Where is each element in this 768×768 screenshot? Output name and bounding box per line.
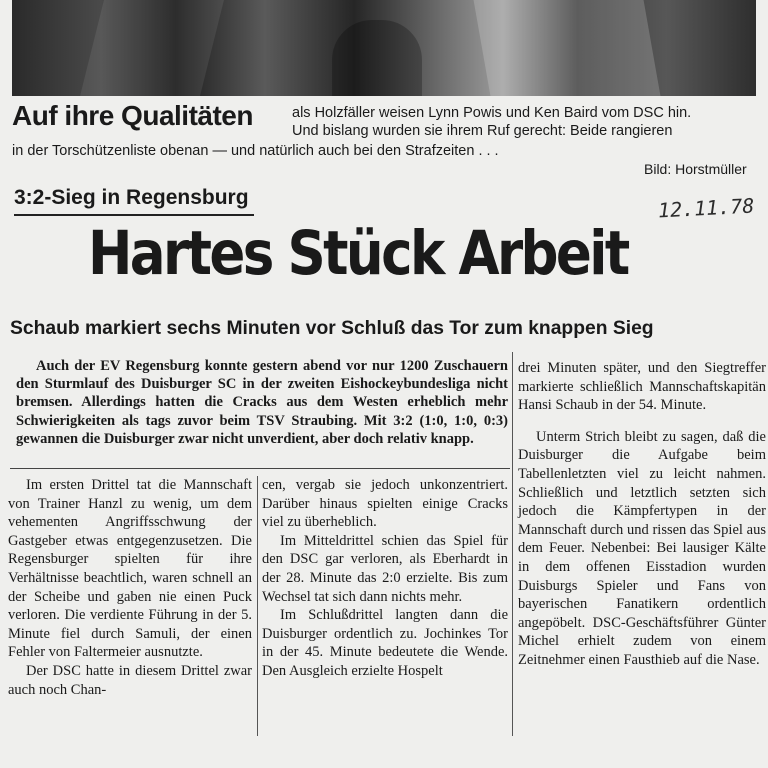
caption-line-3: in der Torschützenliste obenan — und natürlich auch bei den Strafzeiten . . . — [12, 143, 499, 159]
caption-headline: Auf ihre Qualitäten — [12, 100, 253, 131]
article-photo — [12, 0, 756, 96]
lead-divider — [10, 468, 510, 469]
handwritten-date: 12.11.78 — [657, 193, 755, 223]
col2-paragraph: Im Schlußdrittel langten dann die Duisburger ordentlich zu. Jochinkes Tor in der 45. Minute bedeutete die Wende. Den Ausgleich erzielte Hospelt — [262, 607, 508, 679]
caption-line-2: Und bislang wurden sie ihrem Ruf gerecht: Beide rangieren — [292, 123, 673, 139]
col1-paragraph: Im ersten Drittel tat die Mannschaft von Trainer Hanzl zu wenig, um dem vehementen Angriffsschwung der Gastgeber etwas entgegenzusetzen. Die Regensburger spielten für ihre Verhältnisse beachtlich, waren schnell an der Scheibe und gaben nie einen Puck verloren. Die verdiente Führung in der 5. Minute fiel durch Samuli, der einen Fehler von Faltermeier ausnutzte. — [8, 477, 252, 661]
column-divider-right — [512, 352, 513, 736]
article-kicker: 3:2-Sieg in Regensburg — [14, 186, 249, 209]
photo-credit: Bild: Horstmüller — [644, 161, 747, 177]
article-column-1 — [8, 476, 252, 699]
col1-paragraph: Der DSC hatte in diesem Drittel zwar auch noch Chan- — [8, 662, 252, 698]
article-column-3 — [518, 359, 766, 670]
col2-paragraph: Im Mitteldrittel schien das Spiel für den DSC gar verloren, als Eberhardt in der 28. Minute das 2:0 erzielte. Bis zum Wechsel tat sich dann nichts mehr. — [262, 532, 508, 605]
col2-paragraph: cen, vergab sie jedoch unkonzentriert. Darüber hinaus spielten einige Cracks viel zu überheblich. — [262, 477, 508, 531]
article-column-2 — [262, 476, 508, 681]
kicker-underline — [14, 214, 254, 216]
col3-paragraph: Unterm Strich bleibt zu sagen, daß die Duisburger die Aufgabe beim Tabellenletzten viel zu leicht nahmen. Schließlich und letztlich setzten sich jedoch die Kämpfertypen in der Mannschaft durch und rissen das Spiel aus dem Feuer. Nebenbei: Bei lausiger Kälte in dem offenen Eisstadion wurden Duisburgs Spieler und Fans von bayerischen Fanatikern ordentlich angepöbelt. DSC-Geschäftsführer Günter Michel erhielt zudem von einem Zeitnehmer einen Fausthieb auf die Nase. — [518, 428, 766, 668]
column-divider-left — [257, 476, 258, 736]
article-lead: Auch der EV Regensburg konnte gestern abend vor nur 1200 Zuschauern den Sturmlauf des Duisburger SC in der zweiten Eishockeybundesliga nicht bremsen. Allerdings hatten die Cracks aus dem Westen erheblich mehr Schwierigkeiten als tags zuvor beim TSV Straubing. Mit 3:2 (1:0, 1:0, 0:3) gewannen die Duisburger zwar nicht unverdient, aber doch relativ knapp. — [16, 358, 508, 447]
article-subheadline: Schaub markiert sechs Minuten vor Schluß das Tor zum knappen Sieg — [10, 318, 654, 339]
article-headline: Hartes Stück Arbeit — [88, 218, 628, 289]
caption-line-1: als Holzfäller weisen Lynn Powis und Ken Baird vom DSC hin. — [292, 105, 692, 121]
col3-paragraph: drei Minuten später, und den Siegtreffer markierte schließlich Mannschaftskapitän Hansi Schaub in der 54. Minute. — [518, 360, 766, 414]
